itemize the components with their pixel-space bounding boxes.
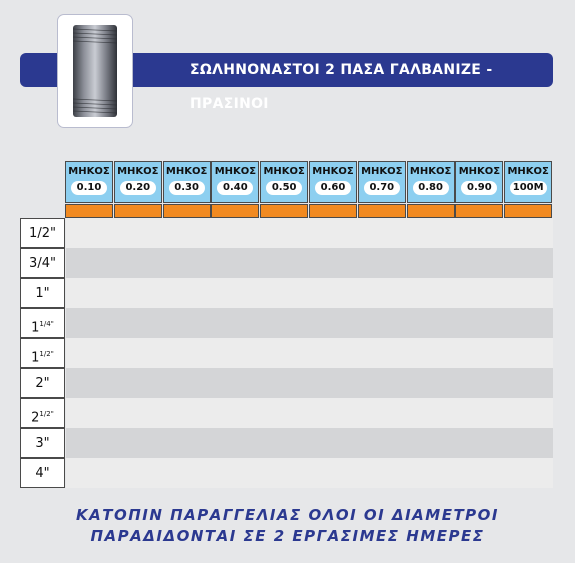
pipe-nipple-image [58,15,132,127]
diameter-label [20,218,65,248]
footer-line-1: ΚΑΤΟΠΙΝ ΠΑΡΑΓΓΕΛΙΑΣ ΟΛΟΙ ΟΙ ΔΙΑΜΕΤΡΟΙ [75,506,500,524]
length-column-header [163,161,211,203]
table-row [66,218,553,248]
length-label: ΜΗΚΟΣ [214,166,257,177]
length-label: ΜΗΚΟΣ [117,166,159,177]
diameter-label [20,248,65,278]
length-value: 0.40 [217,181,253,195]
length-label: ΜΗΚΟΣ [507,166,549,177]
orange-cell [163,204,211,218]
diameter-whole: 3" [35,436,50,451]
length-column-header [407,161,455,203]
diameter-whole: 2" [35,376,50,391]
length-label: ΜΗΚΟΣ [458,166,501,177]
orange-cell [260,204,308,218]
table-row [66,458,553,488]
orange-cell [65,204,113,218]
table-row [66,308,553,338]
length-label: ΜΗΚΟΣ [361,166,403,177]
diameter-label [20,338,65,368]
length-label: ΜΗΚΟΣ [312,166,354,177]
diameter-whole: 1/2" [29,226,56,241]
table-row [66,368,553,398]
length-column-header [211,161,259,203]
length-label: ΜΗΚΟΣ [165,166,208,177]
length-column-header [114,161,162,203]
diameter-whole: 4" [35,466,50,481]
length-value: 0.70 [364,181,400,195]
length-value: 0.60 [315,181,351,195]
page-title: ΣΩΛΗΝΟΝΑΣΤΟΙ 2 ΠΑΣΑ ΓΑΛΒΑΝΙΖΕ - ΠΡΑΣΙΝΟΙ [190,62,493,112]
diameter-label [20,308,65,338]
diameter-whole: 1 [31,350,40,366]
length-value: 0.50 [266,181,302,195]
product-photo [57,14,133,128]
diameter-fraction: 1/4" [39,320,54,328]
diameter-label [20,368,65,398]
length-value: 0.80 [413,181,449,195]
length-value: 100Μ [510,181,547,195]
orange-cell [114,204,162,218]
diameter-whole: 3/4" [29,256,56,271]
length-column-header [504,161,552,203]
length-column-header [358,161,406,203]
table-row [66,278,553,308]
diameter-whole: 1 [31,320,40,336]
length-value: 0.10 [71,181,107,195]
table-row [66,338,553,368]
diameter-label [20,458,65,488]
diameter-whole: 2 [31,410,40,426]
table-row [66,428,553,458]
orange-cell [504,204,552,218]
orange-cell [211,204,259,218]
length-column-header [455,161,503,203]
length-value: 0.20 [120,181,156,195]
length-value: 0.90 [461,181,497,195]
diameter-fraction: 1/2" [39,350,54,358]
length-column-header [65,161,113,203]
footer-line-2: ΠΑΡΑΔΙΔΟΝΤΑΙ ΣΕ 2 ΕΡΓΑΣΙΜΕΣ ΗΜΕΡΕΣ [90,527,485,545]
length-label: ΜΗΚΟΣ [263,166,305,177]
diameter-fraction: 1/2" [39,410,54,418]
length-column-header [260,161,308,203]
length-column-header [309,161,357,203]
diameter-label [20,398,65,428]
length-label: ΜΗΚΟΣ [409,166,452,177]
orange-cell [455,204,503,218]
diameter-whole: 1" [35,286,50,301]
orange-cell [407,204,455,218]
length-label: ΜΗΚΟΣ [68,166,110,177]
diameter-label [20,278,65,308]
diameter-label [20,428,65,458]
table-row [66,248,553,278]
table-row [66,398,553,428]
orange-cell [358,204,406,218]
orange-cell [309,204,357,218]
length-value: 0.30 [169,181,205,195]
